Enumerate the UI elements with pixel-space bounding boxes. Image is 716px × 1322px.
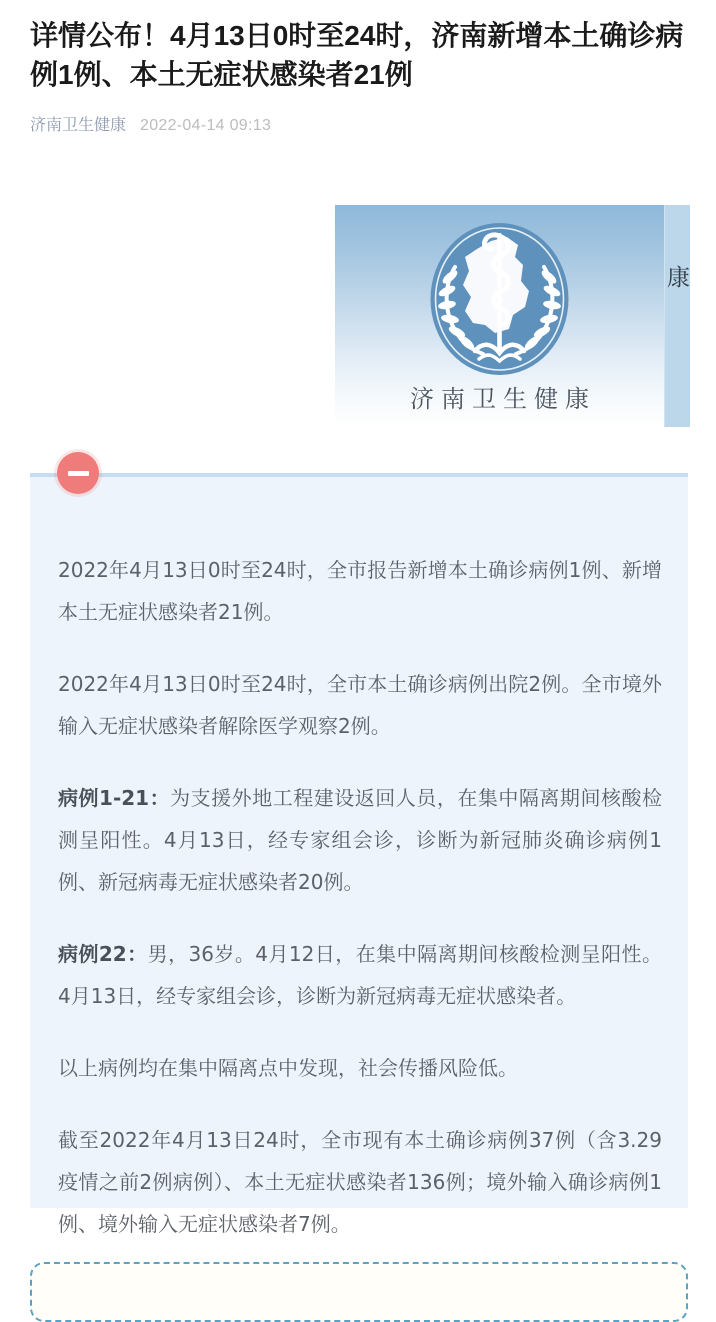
health-emblem-icon [417, 219, 582, 384]
paragraph-text: 2022年4月13日0时至24时，全市报告新增本土确诊病例1例、新增本土无症状感染者21例。 [58, 558, 662, 624]
announcement-body [30, 477, 688, 1245]
paragraph [58, 663, 662, 747]
paragraph [58, 1119, 662, 1245]
paragraph [58, 777, 662, 903]
paragraph [58, 1047, 662, 1089]
article-source[interactable]: 济南卫生健康 [30, 117, 127, 134]
article-header [0, 0, 716, 136]
hero-strip-character: 康 [667, 265, 690, 291]
paragraph-text: 男，36岁。4月12日，在集中隔离期间核酸检测呈阳性。4月13日，经专家组会诊，诊断为新冠病毒无症状感染者。 [58, 942, 662, 1008]
paragraph-text: 以上病例均在集中隔离点中发现，社会传播风险低。 [58, 1056, 518, 1080]
paragraph-text: 为支援外地工程建设返回人员，在集中隔离期间核酸检测呈阳性。4月13日，经专家组会诊，诊断为新冠肺炎确诊病例1例、新冠病毒无症状感染者20例。 [58, 786, 662, 894]
hero-image [335, 205, 690, 427]
paragraph [58, 933, 662, 1017]
hero-side-strip [664, 205, 690, 427]
emblem-caption: 济南卫生健康 [410, 385, 596, 413]
minus-circle-icon [57, 452, 99, 494]
paragraph-text: 截至2022年4月13日24时，全市现有本土确诊病例37例（含3.29疫情之前2例病例）、本土无症状感染者136例；境外输入确诊病例1例、境外输入无症状感染者7例。 [58, 1128, 662, 1236]
paragraph [58, 549, 662, 633]
dashed-callout-card [30, 1262, 688, 1322]
paragraph-lead: 病例22： [58, 942, 148, 966]
article-timestamp: 2022-04-14 09:13 [140, 117, 272, 134]
paragraph-text: 2022年4月13日0时至24时，全市本土确诊病例出院2例。全市境外输入无症状感染者解除医学观察2例。 [58, 672, 662, 738]
minus-bar [68, 471, 89, 476]
paragraph-lead: 病例1-21： [58, 786, 171, 810]
announcement-card [30, 473, 688, 1236]
article-meta [30, 116, 686, 136]
page-title: 详情公布！4月13日0时至24时，济南新增本土确诊病例1例、本土无症状感染者21例 [30, 20, 684, 90]
hero-image-background [335, 205, 664, 427]
